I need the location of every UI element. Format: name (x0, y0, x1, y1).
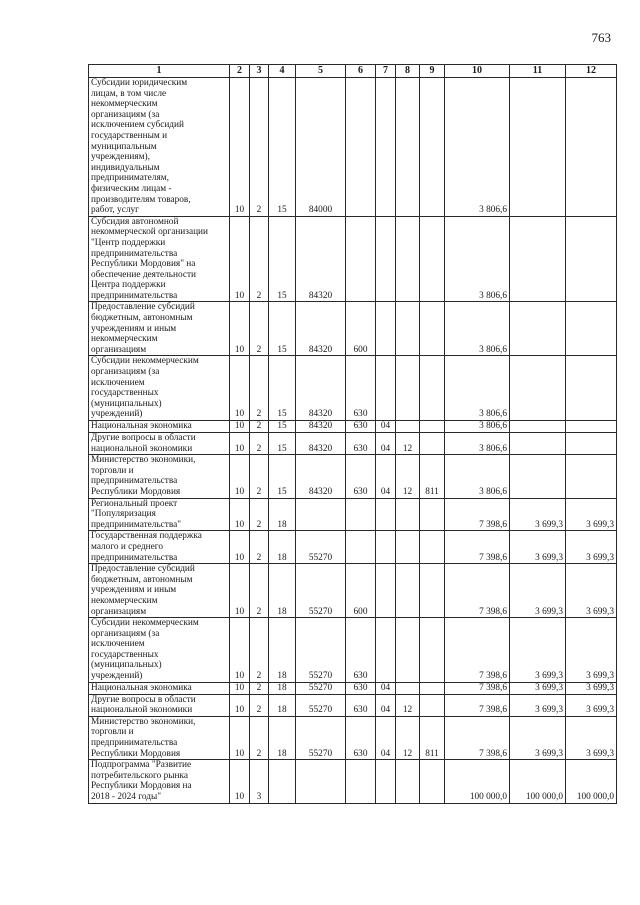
header-col-11: 11 (510, 65, 566, 78)
cell-col-4: 18 (269, 682, 296, 694)
cell-col-8: 12 (396, 455, 420, 498)
cell-col-7 (376, 618, 396, 683)
row-name-cell: Предоставление субсидий бюджетным, автономным учреждениям и иным некоммерческим организациям (89, 302, 230, 356)
header-col-8: 8 (396, 65, 420, 78)
cell-col-7 (376, 564, 396, 618)
cell-col-2: 10 (230, 564, 250, 618)
row-name-cell: Предоставление субсидий бюджетным, автономным учреждениям и иным некоммерческим организациям (89, 564, 230, 618)
cell-col-7: 04 (376, 716, 396, 759)
cell-col-9 (420, 356, 445, 421)
cell-col-9 (420, 302, 445, 356)
table-row (89, 618, 617, 683)
cell-col-7: 04 (376, 421, 396, 433)
cell-col-12: 3 699,3 (566, 618, 617, 683)
cell-col-4: 18 (269, 498, 296, 531)
cell-col-6 (346, 216, 376, 302)
row-name-cell: Министерство экономики, торговли и предпринимательства Республики Мордовия (89, 455, 230, 498)
cell-col-7 (376, 302, 396, 356)
header-col-7: 7 (376, 65, 396, 78)
cell-col-12: 3 699,3 (566, 682, 617, 694)
cell-col-10: 3 806,6 (445, 216, 510, 302)
cell-col-10: 3 806,6 (445, 455, 510, 498)
cell-col-12 (566, 302, 617, 356)
cell-col-6: 630 (346, 433, 376, 455)
cell-col-6: 630 (346, 356, 376, 421)
cell-col-7 (376, 760, 396, 803)
cell-col-4: 15 (269, 433, 296, 455)
cell-col-3: 2 (250, 618, 269, 683)
cell-col-12 (566, 216, 617, 302)
cell-col-10: 100 000,0 (445, 760, 510, 803)
cell-col-3: 2 (250, 216, 269, 302)
table-row (89, 433, 617, 455)
cell-col-3: 2 (250, 78, 269, 217)
header-col-1: 1 (89, 65, 230, 78)
cell-col-10: 7 398,6 (445, 618, 510, 683)
cell-col-8: 12 (396, 694, 420, 716)
cell-col-8 (396, 682, 420, 694)
cell-col-12 (566, 455, 617, 498)
row-name-cell: Министерство экономики, торговли и предпринимательства Республики Мордовия (89, 716, 230, 759)
row-name-cell: Другие вопросы в области национальной экономики (89, 433, 230, 455)
row-name-cell: Субсидии некоммерческим организациям (за исключением государственных (муниципальных) учреждений) (89, 618, 230, 683)
cell-col-10: 3 806,6 (445, 356, 510, 421)
cell-col-8 (396, 498, 420, 531)
cell-col-6 (346, 78, 376, 217)
cell-col-8: 12 (396, 433, 420, 455)
cell-col-9 (420, 760, 445, 803)
cell-col-2: 10 (230, 356, 250, 421)
header-col-5: 5 (296, 65, 346, 78)
cell-col-3: 2 (250, 682, 269, 694)
cell-col-10: 7 398,6 (445, 498, 510, 531)
cell-col-9 (420, 216, 445, 302)
row-name-cell: Другие вопросы в области национальной экономики (89, 694, 230, 716)
cell-col-9 (420, 498, 445, 531)
header-col-9: 9 (420, 65, 445, 78)
cell-col-6: 630 (346, 716, 376, 759)
header-col-6: 6 (346, 65, 376, 78)
cell-col-4: 15 (269, 455, 296, 498)
cell-col-2: 10 (230, 455, 250, 498)
cell-col-5: 55270 (296, 618, 346, 683)
cell-col-4: 15 (269, 78, 296, 217)
header-col-3: 3 (250, 65, 269, 78)
cell-col-3: 2 (250, 455, 269, 498)
cell-col-3: 2 (250, 694, 269, 716)
cell-col-8 (396, 216, 420, 302)
cell-col-9 (420, 78, 445, 217)
cell-col-10: 3 806,6 (445, 433, 510, 455)
row-name-cell: Региональный проект "Популяризация предпринимательства" (89, 498, 230, 531)
cell-col-3: 2 (250, 498, 269, 531)
table-row (89, 356, 617, 421)
cell-col-4: 15 (269, 302, 296, 356)
cell-col-11: 3 699,3 (510, 498, 566, 531)
cell-col-11: 3 699,3 (510, 694, 566, 716)
cell-col-3: 3 (250, 760, 269, 803)
cell-col-3: 2 (250, 302, 269, 356)
cell-col-10: 7 398,6 (445, 716, 510, 759)
cell-col-8 (396, 564, 420, 618)
cell-col-5: 84320 (296, 455, 346, 498)
cell-col-5: 55270 (296, 694, 346, 716)
cell-col-6 (346, 531, 376, 564)
cell-col-9 (420, 682, 445, 694)
cell-col-8 (396, 356, 420, 421)
cell-col-2: 10 (230, 618, 250, 683)
cell-col-5: 84320 (296, 356, 346, 421)
cell-col-10: 7 398,6 (445, 682, 510, 694)
cell-col-8 (396, 302, 420, 356)
cell-col-3: 2 (250, 433, 269, 455)
cell-col-11 (510, 455, 566, 498)
cell-col-11 (510, 216, 566, 302)
cell-col-2: 10 (230, 421, 250, 433)
header-col-10: 10 (445, 65, 510, 78)
table-row (89, 531, 617, 564)
cell-col-6 (346, 498, 376, 531)
cell-col-8 (396, 531, 420, 564)
cell-col-8 (396, 760, 420, 803)
cell-col-5: 84320 (296, 433, 346, 455)
cell-col-4: 15 (269, 356, 296, 421)
row-name-cell: Национальная экономика (89, 421, 230, 433)
cell-col-7 (376, 78, 396, 217)
cell-col-4: 15 (269, 421, 296, 433)
table-row (89, 694, 617, 716)
cell-col-12 (566, 433, 617, 455)
table-row (89, 564, 617, 618)
cell-col-5 (296, 498, 346, 531)
table-row (89, 421, 617, 433)
cell-col-11: 3 699,3 (510, 716, 566, 759)
cell-col-5: 84320 (296, 302, 346, 356)
budget-table (88, 64, 617, 804)
cell-col-6: 630 (346, 421, 376, 433)
cell-col-12 (566, 356, 617, 421)
cell-col-2: 10 (230, 531, 250, 564)
cell-col-2: 10 (230, 216, 250, 302)
table-row (89, 302, 617, 356)
cell-col-5: 55270 (296, 564, 346, 618)
row-name-cell: Субсидии некоммерческим организациям (за исключением государственных (муниципальных) учреждений) (89, 356, 230, 421)
cell-col-12: 3 699,3 (566, 694, 617, 716)
cell-col-10: 3 806,6 (445, 421, 510, 433)
table-row (89, 216, 617, 302)
cell-col-6: 630 (346, 618, 376, 683)
row-name-cell: Национальная экономика (89, 682, 230, 694)
cell-col-12: 100 000,0 (566, 760, 617, 803)
header-col-2: 2 (230, 65, 250, 78)
cell-col-9: 811 (420, 716, 445, 759)
header-col-4: 4 (269, 65, 296, 78)
header-col-12: 12 (566, 65, 617, 78)
cell-col-6: 600 (346, 564, 376, 618)
cell-col-12 (566, 421, 617, 433)
cell-col-7: 04 (376, 694, 396, 716)
cell-col-3: 2 (250, 564, 269, 618)
cell-col-7: 04 (376, 433, 396, 455)
cell-col-4 (269, 760, 296, 803)
cell-col-7 (376, 216, 396, 302)
cell-col-4: 18 (269, 564, 296, 618)
cell-col-11: 3 699,3 (510, 531, 566, 564)
cell-col-8: 12 (396, 716, 420, 759)
cell-col-10: 7 398,6 (445, 564, 510, 618)
cell-col-4: 18 (269, 531, 296, 564)
cell-col-4: 18 (269, 694, 296, 716)
cell-col-11: 3 699,3 (510, 682, 566, 694)
cell-col-5: 84320 (296, 421, 346, 433)
table-row (89, 78, 617, 217)
cell-col-9 (420, 531, 445, 564)
row-name-cell: Субсидии юридическим лицам, в том числе некоммерческим организациям (за исключением субсидий государственным и муниципальным учреждениям), индивидуальным предпринимателям, физическим лицам - производителям товаров, работ, услуг (89, 78, 230, 217)
cell-col-11 (510, 433, 566, 455)
cell-col-12: 3 699,3 (566, 498, 617, 531)
cell-col-7 (376, 531, 396, 564)
cell-col-11 (510, 356, 566, 421)
cell-col-3: 2 (250, 421, 269, 433)
cell-col-3: 2 (250, 356, 269, 421)
row-name-cell: Подпрограмма "Развитие потребительского рынка Республики Мордовия на 2018 - 2024 годы" (89, 760, 230, 803)
cell-col-2: 10 (230, 694, 250, 716)
cell-col-12 (566, 78, 617, 217)
cell-col-6: 630 (346, 455, 376, 498)
cell-col-7 (376, 498, 396, 531)
row-name-cell: Субсидия автономной некоммерческой организации "Центр поддержки предпринимательства Республики Мордовия" на обеспечение деятельности Центра поддержки предпринимательства (89, 216, 230, 302)
cell-col-11: 3 699,3 (510, 618, 566, 683)
cell-col-9 (420, 694, 445, 716)
row-name-cell: Государственная поддержка малого и среднего предпринимательства (89, 531, 230, 564)
page-number: 763 (591, 30, 611, 45)
cell-col-4: 18 (269, 716, 296, 759)
cell-col-11: 3 699,3 (510, 564, 566, 618)
cell-col-2: 10 (230, 498, 250, 531)
cell-col-5: 55270 (296, 531, 346, 564)
cell-col-5: 84000 (296, 78, 346, 217)
cell-col-2: 10 (230, 302, 250, 356)
cell-col-9: 811 (420, 455, 445, 498)
cell-col-6 (346, 760, 376, 803)
cell-col-6: 600 (346, 302, 376, 356)
cell-col-10: 7 398,6 (445, 531, 510, 564)
cell-col-9 (420, 618, 445, 683)
cell-col-8 (396, 618, 420, 683)
cell-col-10: 3 806,6 (445, 302, 510, 356)
cell-col-2: 10 (230, 716, 250, 759)
cell-col-3: 2 (250, 716, 269, 759)
cell-col-6: 630 (346, 694, 376, 716)
cell-col-9 (420, 564, 445, 618)
table-header-row (89, 65, 617, 78)
table-row (89, 682, 617, 694)
cell-col-9 (420, 433, 445, 455)
cell-col-10: 7 398,6 (445, 694, 510, 716)
cell-col-2: 10 (230, 433, 250, 455)
cell-col-5: 84320 (296, 216, 346, 302)
cell-col-7: 04 (376, 455, 396, 498)
cell-col-4: 18 (269, 618, 296, 683)
cell-col-2: 10 (230, 78, 250, 217)
table-row (89, 498, 617, 531)
cell-col-6: 630 (346, 682, 376, 694)
cell-col-10: 3 806,6 (445, 78, 510, 217)
cell-col-12: 3 699,3 (566, 564, 617, 618)
cell-col-9 (420, 421, 445, 433)
cell-col-8 (396, 421, 420, 433)
cell-col-5: 55270 (296, 682, 346, 694)
table-row (89, 716, 617, 759)
cell-col-2: 10 (230, 760, 250, 803)
table-row (89, 455, 617, 498)
cell-col-4: 15 (269, 216, 296, 302)
cell-col-11 (510, 78, 566, 217)
cell-col-7 (376, 356, 396, 421)
cell-col-11 (510, 302, 566, 356)
cell-col-5 (296, 760, 346, 803)
cell-col-11: 100 000,0 (510, 760, 566, 803)
cell-col-12: 3 699,3 (566, 531, 617, 564)
cell-col-3: 2 (250, 531, 269, 564)
cell-col-8 (396, 78, 420, 217)
cell-col-5: 55270 (296, 716, 346, 759)
cell-col-11 (510, 421, 566, 433)
cell-col-2: 10 (230, 682, 250, 694)
cell-col-7: 04 (376, 682, 396, 694)
cell-col-12: 3 699,3 (566, 716, 617, 759)
table-row (89, 760, 617, 803)
